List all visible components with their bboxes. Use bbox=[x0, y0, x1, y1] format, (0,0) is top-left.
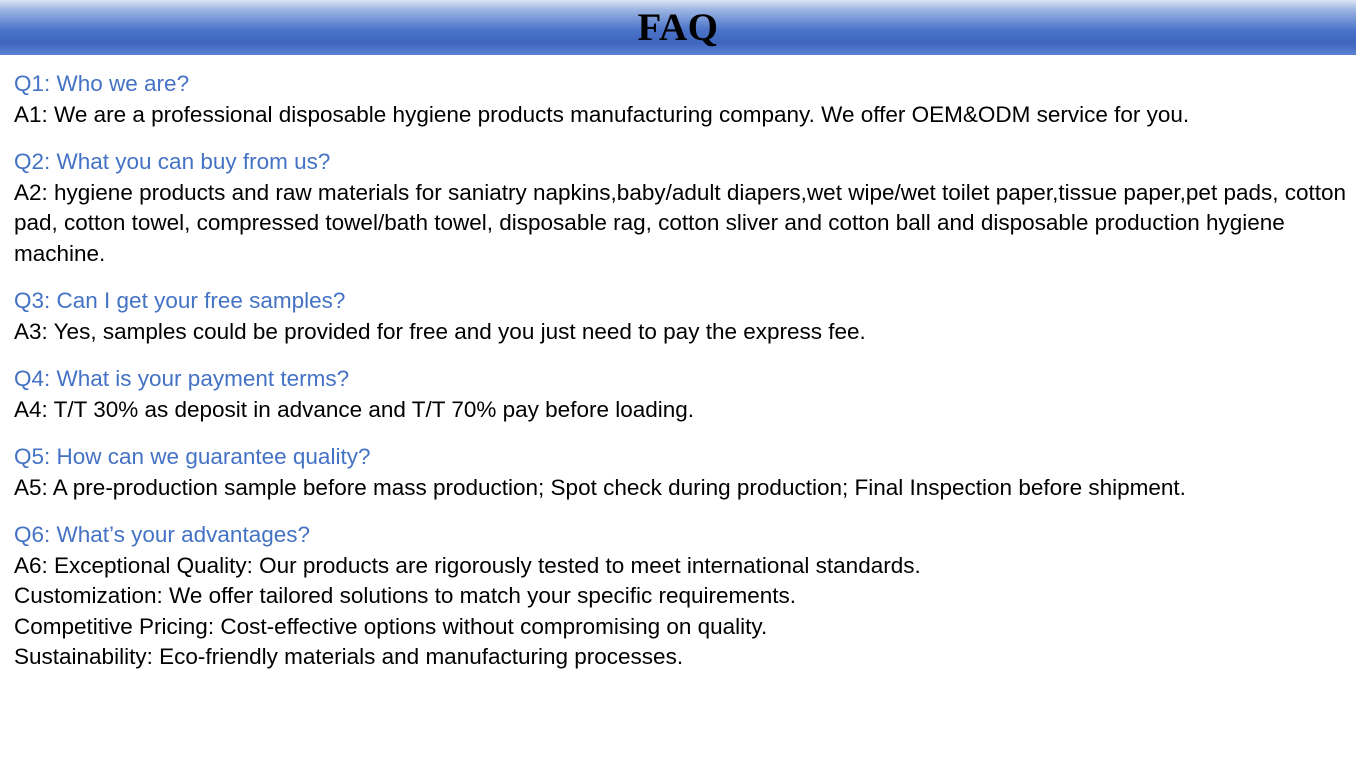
faq-answer-6-line-3: Competitive Pricing: Cost-effective options without compromising on quality. bbox=[14, 613, 768, 639]
faq-answer-6-line-4: Sustainability: Eco-friendly materials and manufacturing processes. bbox=[14, 644, 684, 669]
faq-item-5 bbox=[14, 442, 1356, 503]
faq-item-2 bbox=[14, 147, 1356, 269]
faq-header-banner bbox=[0, 0, 1356, 55]
faq-answer-2: A2: hygiene products and raw materials for saniatry napkins,baby/adult diapers,wet wipe/wet toilet paper,tissue paper,pet pads, cotton pad, cotton towel, compressed towel/bath towel, disposable rag, cotton sliver and cotton ball and disposable production hygiene machine. bbox=[14, 179, 1347, 266]
faq-item-4 bbox=[14, 364, 1356, 425]
faq-answer-4: A4: T/T 30% as deposit in advance and T/T 70% pay before loading. bbox=[14, 396, 695, 422]
faq-answer-5: A5: A pre-production sample before mass production; Spot check during production; Final Inspection before shipment. bbox=[14, 474, 1186, 500]
faq-question-5: Q5: How can we guarantee quality? bbox=[14, 444, 371, 469]
page-title: FAQ bbox=[637, 6, 719, 49]
faq-question-4: Q4: What is your payment terms? bbox=[14, 366, 350, 391]
faq-item-1 bbox=[14, 69, 1356, 130]
faq-item-6 bbox=[14, 520, 1356, 673]
faq-answer-6-line-1: A6: Exceptional Quality: Our products are rigorously tested to meet international standards. bbox=[14, 552, 921, 578]
faq-answer-3: A3: Yes, samples could be provided for free and you just need to pay the express fee. bbox=[14, 318, 866, 344]
faq-answer-6-line-2: Customization: We offer tailored solutions to match your specific requirements. bbox=[14, 583, 797, 608]
faq-content bbox=[0, 55, 1356, 673]
faq-question-2: Q2: What you can buy from us? bbox=[14, 149, 331, 174]
faq-answer-1: A1: We are a professional disposable hygiene products manufacturing company. We offer OEM&ODM service for you. bbox=[14, 101, 1190, 127]
faq-question-1: Q1: Who we are? bbox=[14, 71, 190, 96]
faq-question-6: Q6: What’s your advantages? bbox=[14, 522, 311, 547]
faq-question-3: Q3: Can I get your free samples? bbox=[14, 288, 346, 313]
faq-item-3 bbox=[14, 286, 1356, 347]
